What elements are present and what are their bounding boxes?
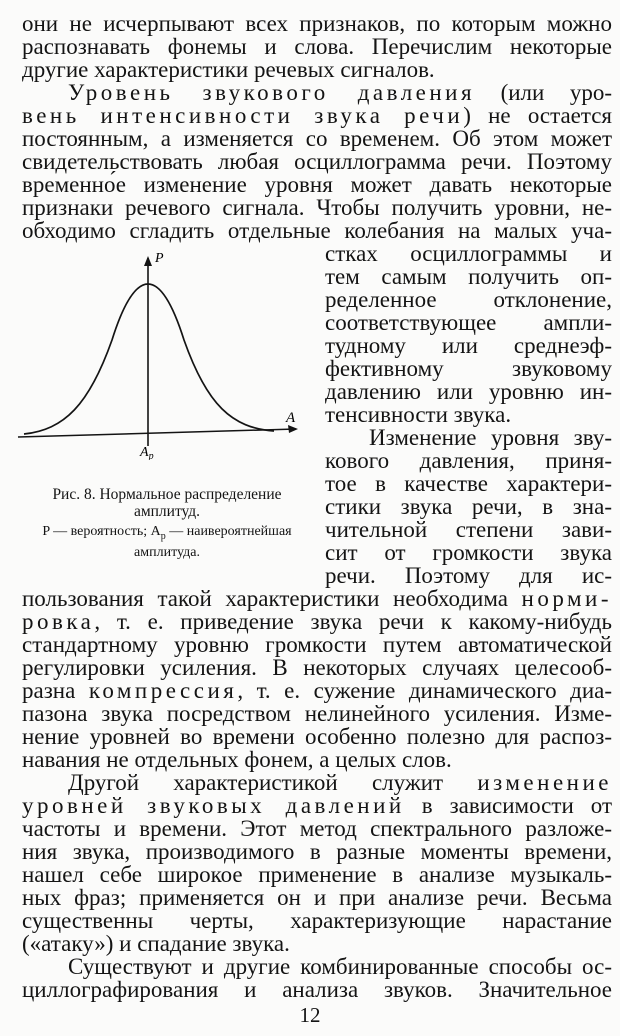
a-axis [18, 429, 296, 437]
text-line [22, 679, 612, 703]
text-line [22, 771, 612, 795]
text-line: тем самым получить оп- [325, 264, 612, 289]
text-line: признаки речевого сигнала. Чтобы получить уровни, не- [22, 195, 612, 220]
spaced-term: Уровень звукового давления [68, 80, 476, 105]
text-line: кового давления, приня- [325, 448, 612, 473]
text-run: разна [22, 678, 89, 703]
text-run: в зависимости от [404, 793, 612, 818]
spaced-term: вень интенсивности звука речи [22, 103, 464, 128]
text-run: , т. е. сужение динамического диа- [237, 678, 613, 703]
text-line: давлению или уровню ин- [325, 379, 612, 404]
text-run: (или уро- [475, 80, 612, 105]
p-axis-arrow [144, 256, 152, 266]
text-line: нашел себе широкое применение в анализе музыкаль- [22, 862, 612, 887]
text-line [22, 610, 612, 634]
spaced-term: норми- [521, 586, 612, 611]
a-axis-arrow [288, 425, 298, 433]
caption-note-part: — наивероятнейшая амплитуда. [134, 524, 292, 560]
text-line [22, 104, 612, 128]
text-line: ределенное отклонение, [325, 287, 612, 312]
spaced-term: ровка [22, 609, 95, 634]
text-line: частоты и времени. Этот метод спектрального разложе- [22, 816, 612, 841]
text-line: стках осциллограммы и [325, 241, 612, 266]
text-line: они не исчерпывают всех признаков, по которым можно [22, 11, 612, 36]
a-axis-label: A [286, 410, 296, 426]
text-line: регулировки усиления. В некоторых случаях целесооб- [22, 655, 612, 680]
figure-caption-note [22, 524, 312, 561]
normal-distribution-figure [14, 250, 314, 460]
text-run: пользования такой характеристики необходима [22, 586, 522, 611]
peak-label-sub: p [148, 451, 154, 460]
distribution-curve [24, 284, 274, 434]
text-line: существенны черты, характеризующие нарастание [22, 908, 612, 933]
text-line: речи. Поэтому для ис- [325, 563, 612, 588]
text-line: Изменение уровня зву- [369, 425, 612, 450]
text-line: циллографирования и анализа звуков. Значительное [22, 977, 612, 1002]
text-line: ния звука, производимого в разные моменты времени, [22, 839, 612, 864]
peak-label-main: A [140, 445, 149, 460]
text-line: временно́е изменение уровня может давать некоторые [22, 172, 612, 197]
text-line: стики звука речи, в зна- [325, 494, 612, 519]
text-line: навания не отдельных фонем, а целых слов. [22, 747, 452, 772]
text-line: соответствующее ампли- [325, 310, 612, 335]
text-line: чительной степени зави- [325, 517, 612, 542]
text-line: пазона звука посредством нелинейного усиления. Изме- [22, 701, 612, 726]
figure-caption-title: Рис. 8. Нормальное распределение амплитуд. [52, 486, 282, 520]
text-run: ) не остается [463, 103, 613, 128]
text-line: свидетельствовать любая осциллограмма речи. Поэтому [22, 149, 612, 174]
text-line: нение уровней во времени особенно полезно для распоз- [22, 724, 612, 749]
p-axis-label: P [155, 251, 164, 266]
text-line: обходимо сгладить отдельные колебания на малых уча- [22, 218, 612, 243]
text-line: ных фраз; применяется он и при анализе речи. Весьма [22, 885, 612, 910]
page-number: 12 [299, 1003, 321, 1027]
text-line: Существуют и другие комбинированные способы ос- [68, 954, 612, 979]
spaced-term: изменение [477, 770, 612, 795]
text-line: распознавать фонемы и слова. Перечислим некоторые [22, 34, 612, 59]
text-line: тенсивности звука. [325, 402, 512, 427]
text-line: («атаку») и спадание звука. [22, 931, 290, 956]
text-line: другие характеристики речевых сигналов. [22, 57, 435, 82]
text-line [22, 794, 612, 818]
text-run: Другой характеристикой служит [68, 770, 478, 795]
text-line [22, 81, 612, 105]
text-line: постоянным, а изменяется со временем. Об этом может [22, 126, 612, 151]
text-line: стандартному уровню громкости путем автоматической [22, 632, 612, 657]
caption-note-sub: p [160, 530, 166, 542]
text-line: фективному звуковому [325, 356, 612, 381]
text-line: тое в качестве характери- [325, 471, 612, 496]
spaced-term: уровней звуковых давлений [22, 793, 405, 818]
text-run: , т. е. приведение звука речи к какому-нибудь [94, 609, 612, 634]
distribution-graph [14, 250, 314, 460]
caption-note-part: P — вероятность; A [42, 524, 161, 539]
text-line [22, 587, 612, 611]
text-line: тудному или среднеэф- [325, 333, 612, 358]
spaced-term: компрессия [88, 678, 238, 703]
text-line: сит от громкости звука [325, 540, 612, 565]
peak-label [139, 445, 154, 460]
